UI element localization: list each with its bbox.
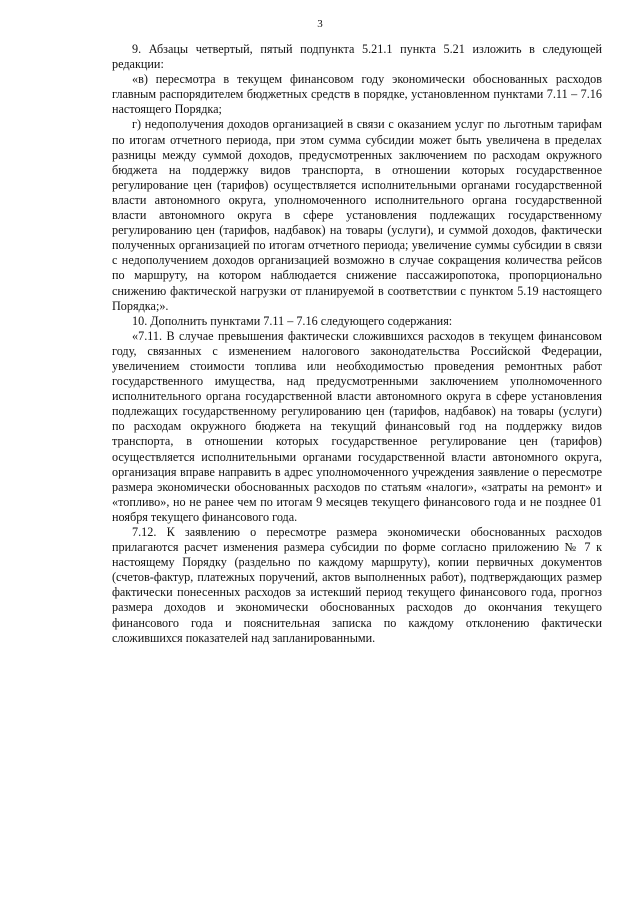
page-number: 3 xyxy=(317,18,323,30)
paragraph-item-9: 9. Абзацы четвертый, пятый подпункта 5.21.1 пункта 5.21 изложить в следующей редакции: xyxy=(112,42,602,72)
paragraph-subitem-v: «в) пересмотра в текущем финансовом году экономически обоснованных расходов главным распорядителем бюджетных средств в порядке, установленном пунктами 7.11 – 7.16 настоящего Порядка; xyxy=(112,72,602,117)
document-body xyxy=(112,42,602,646)
paragraph-subitem-g: г) недополучения доходов организацией в связи с оказанием услуг по льготным тарифам по итогам отчетного периода, при этом сумма субсидии может быть увеличена в пределах разницы между суммой доходов, предусмотренных заключением по расходам окружного бюджета на поддержку видов транспорта, в отношении которых государственное регулирование цен (тарифов) осуществляется исполнительными органами государственной власти автономного округа, уполномоченного исполнительного органа государственной власти автономного округа в сфере установления подлежащих государственному регулированию цен (тарифов, надбавок) на товары (услуги), и суммой доходов, фактически полученных организацией по итогам отчетного периода; увеличение суммы субсидии в связи с недополучением доходов организацией возможно в случае сокращения количества рейсов по маршруту, на котором наблюдается снижение пассажиропотока, пропорционально снижению фактической нагрузки от планируемой в соответствии с пунктом 5.19 настоящего Порядка;». xyxy=(112,117,602,313)
paragraph-point-7-11: «7.11. В случае превышения фактически сложившихся расходов в текущем финансовом году, связанных с изменением налогового законодательства Российской Федерации, увеличением стоимости топлива или необходимостью проведения ремонтных работ государственного имущества, над предусмотренными заключением уполномоченного исполнительного органа государственной власти автономного округа в сфере установления подлежащих государственному регулированию цен (тарифов, надбавок) на товары (услуги) по расходам окружного бюджета на текущий финансовый год на поддержку видов транспорта, в отношении которых государственное регулирование цен (тарифов) осуществляется исполнительными органами государственной власти автономного округа, организация вправе направить в адрес уполномоченного учреждения заявление о пересмотре размера экономически обоснованных расходов по статьям «налоги», «затраты на ремонт» и «топливо», но не ранее чем по итогам 9 месяцев текущего финансового года и не позднее 01 ноября текущего финансового года. xyxy=(112,328,602,524)
paragraph-point-7-12: 7.12. К заявлению о пересмотре размера экономически обоснованных расходов прилагаются расчет изменения размера субсидии по форме согласно приложению № 7 к настоящему Порядку (раздельно по каждому маршруту), копии первичных документов (счетов-фактур, платежных поручений, актов выполненных работ), подтверждающих размер фактически понесенных расходов за истекший период текущего финансового года, прогноз размера доходов и экономически обоснованных расходов до окончания текущего финансового года и пояснительная записка по каждому отклонению фактически сложившихся показателей над запланированными. xyxy=(112,525,602,645)
paragraph-item-10: 10. Дополнить пунктами 7.11 – 7.16 следующего содержания: xyxy=(132,313,453,328)
